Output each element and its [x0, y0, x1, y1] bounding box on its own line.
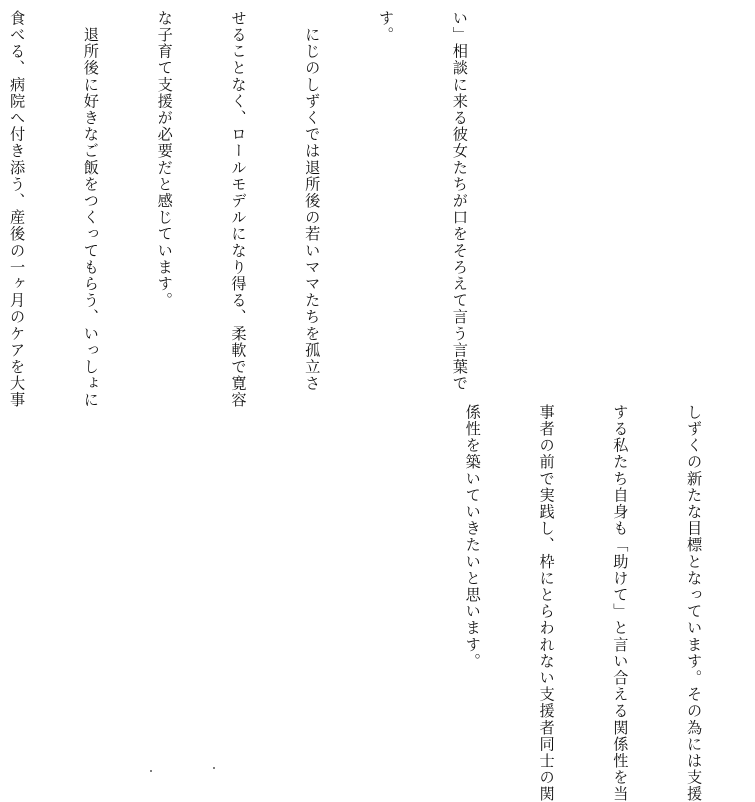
- text-line: す。: [377, 10, 396, 44]
- text-line: にじのしずくでは退所後の若いママたちを孤立さ: [303, 10, 322, 392]
- text-line: 食べる、病院へ付き添う、産後の一ヶ月のケアを大事: [8, 10, 27, 409]
- text-line: する私たち自身も「助けて」と言い合える関係性を当: [611, 404, 630, 802]
- text-line: な子育て支援が必要だと感じています。: [155, 10, 174, 309]
- text-line: い」相談に来る彼女たちが口をそろえて言う言葉で: [450, 10, 469, 392]
- upper-text-block: [0, 10, 521, 409]
- text-line: 事者の前で実践し、枠にとらわれない支援者同士の関: [537, 404, 556, 802]
- scan-speck: [213, 767, 215, 769]
- text-line: せることなく、ロールモデルになり得る、柔軟で寛容: [229, 10, 248, 409]
- text-line: 係性を築いていきたいと思います。: [463, 404, 482, 670]
- scan-speck: [150, 770, 152, 772]
- text-line: 退所後に好きなご飯をつくってもらう、いっしょに: [81, 10, 100, 409]
- text-line: しずくの新たな目標となっています。その為には支援: [685, 404, 704, 802]
- lower-text-block: [411, 404, 755, 802]
